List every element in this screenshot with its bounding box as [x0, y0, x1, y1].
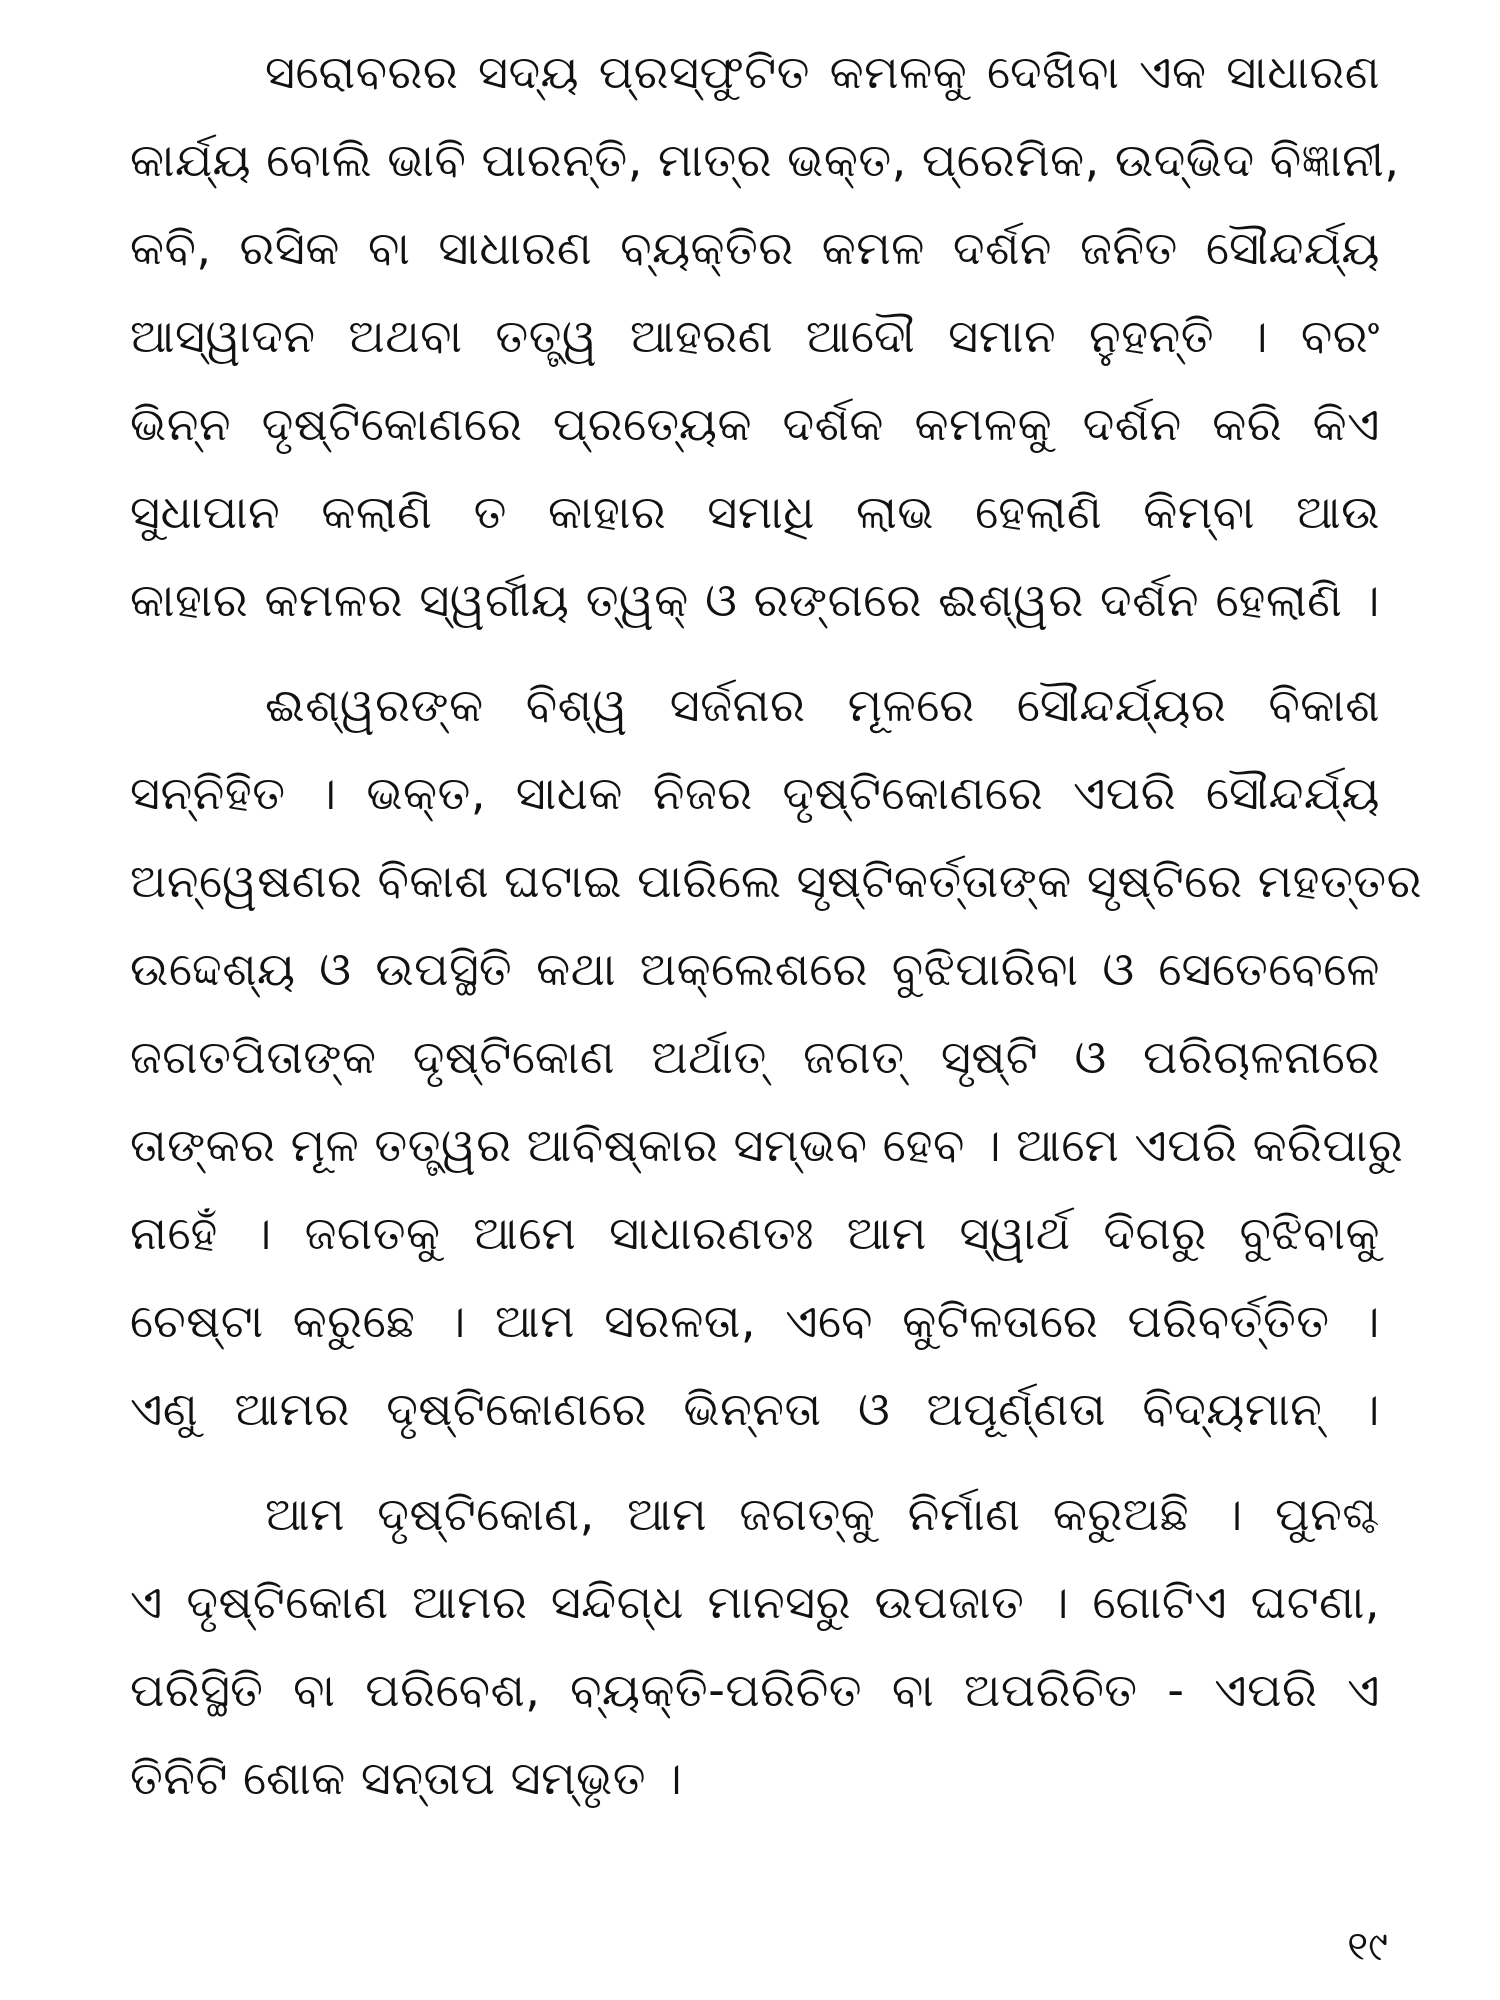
paragraph-1-line-7: କାହାର କମଳର ସ୍ୱର୍ଗୀୟ ତ୍ୱକ୍ ଓ ରଙ୍ଗରେ ଈଶ୍ୱର ଦର୍ଶନ ହେଲାଣି ।: [130, 573, 1380, 627]
paragraph-2-line-1: ଈଶ୍ୱରଙ୍କ ବିଶ୍ୱ ସର୍ଜନାର ମୂଳରେ ସୌନ୍ଦର୍ଯ୍ୟର ବିକାଶ: [265, 678, 1380, 732]
paragraph-2-line-5: ଜଗତପିତାଙ୍କ ଦୃଷ୍ଟିକୋଣ ଅର୍ଥାତ୍ ଜଗତ୍ ସୃଷ୍ଟି ଓ ପରିଚାଳନାରେ: [130, 1030, 1380, 1084]
paragraph-3-line-2: ଏ ଦୃଷ୍ଟିକୋଣ ଆମର ସନ୍ଦିଗ୍ଧ ମାନସରୁ ଉପଜାତ । ଗୋଟିଏ ଘଟଣା,: [130, 1575, 1380, 1629]
paragraph-1-line-6: ସୁଧାପାନ କଲାଣି ତ କାହାର ସମାଧି ଲାଭ ହେଲାଣି କିମ୍ବା ଆଉ: [130, 485, 1380, 539]
paragraph-2-line-4: ଉଦ୍ଦେଶ୍ୟ ଓ ଉପସ୍ଥିତି କଥା ଅକ୍ଲେଶରେ ବୁଝିପାରିବା ଓ ସେତେବେଳେ: [130, 942, 1380, 996]
paragraph-2-line-9: ଏଣୁ ଆମର ଦୃଷ୍ଟିକୋଣରେ ଭିନ୍ନତା ଓ ଅପୂର୍ଣ୍ଣତା ବିଦ୍ୟମାନ୍ ।: [130, 1382, 1380, 1436]
paragraph-2-line-8: ଚେଷ୍ଟା କରୁଛେ । ଆମ ସରଳତା, ଏବେ କୁଟିଳତାରେ ପରିବର୍ତ୍ତିତ ।: [130, 1294, 1380, 1348]
paragraph-2-line-6: ତାଙ୍କର ମୂଳ ତତ୍ତ୍ୱର ଆବିଷ୍କାର ସମ୍ଭବ ହେବ । ଆମେ ଏପରି କରିପାରୁ: [130, 1118, 1404, 1172]
paragraph-1-line-3: କବି, ରସିକ ବା ସାଧାରଣ ବ୍ୟକ୍ତିର କମଳ ଦର୍ଶନ ଜନିତ ସୌନ୍ଦର୍ଯ୍ୟ: [130, 221, 1380, 275]
page-number: ୧୯: [1347, 1924, 1388, 1970]
paragraph-1-line-1: ସରୋବରର ସଦ୍ୟ ପ୍ରସ୍ଫୁଟିତ କମଳକୁ ଦେଖିବା ଏକ ସାଧାରଣ: [265, 45, 1380, 99]
paragraph-1-line-4: ଆସ୍ୱାଦନ ଅଥବା ତତ୍ତ୍ୱ ଆହରଣ ଆଦୌ ସମାନ ନୁହନ୍ତି । ବରଂ: [130, 309, 1380, 363]
paragraph-3-line-4: ତିନିଟି ଶୋକ ସନ୍ତାପ ସମ୍ଭୃତ ।: [130, 1751, 683, 1805]
paragraph-3-line-1: ଆମ ଦୃଷ୍ଟିକୋଣ, ଆମ ଜଗତ୍‌କୁ ନିର୍ମାଣ କରୁଅଛି । ପୁନଶ୍ଚ: [265, 1487, 1380, 1541]
paragraph-1-line-5: ଭିନ୍ନ ଦୃଷ୍ଟିକୋଣରେ ପ୍ରତ୍ୟେକ ଦର୍ଶକ କମଳକୁ ଦର୍ଶନ କରି କିଏ: [130, 397, 1380, 451]
paragraph-2-line-3: ଅନ୍ୱେଷଣର ବିକାଶ ଘଟାଇ ପାରିଲେ ସୃଷ୍ଟିକର୍ତ୍ତାଙ୍କ ସୃଷ୍ଟିରେ ମହତ୍ତର: [130, 854, 1422, 908]
paragraph-3-line-3: ପରିସ୍ଥିତି ବା ପରିବେଶ, ବ୍ୟକ୍ତି-ପରିଚିତ ବା ଅପରିଚିତ - ଏପରି ଏ: [130, 1663, 1380, 1717]
paragraph-2-line-7: ନାହେଁ । ଜଗତକୁ ଆମେ ସାଧାରଣତଃ ଆମ ସ୍ୱାର୍ଥ ଦିଗରୁ ବୁଝିବାକୁ: [130, 1206, 1380, 1260]
paragraph-1-line-2: କାର୍ଯ୍ୟ ବୋଲି ଭାବି ପାରନ୍ତି, ମାତ୍ର ଭକ୍ତ, ପ୍ରେମିକ, ଉଦ୍ଭିଦ ବିଜ୍ଞାନୀ,: [130, 133, 1400, 187]
paragraph-2-line-2: ସନ୍ନିହିତ । ଭକ୍ତ, ସାଧକ ନିଜର ଦୃଷ୍ଟିକୋଣରେ ଏପରି ସୌନ୍ଦର୍ଯ୍ୟ: [130, 766, 1380, 820]
